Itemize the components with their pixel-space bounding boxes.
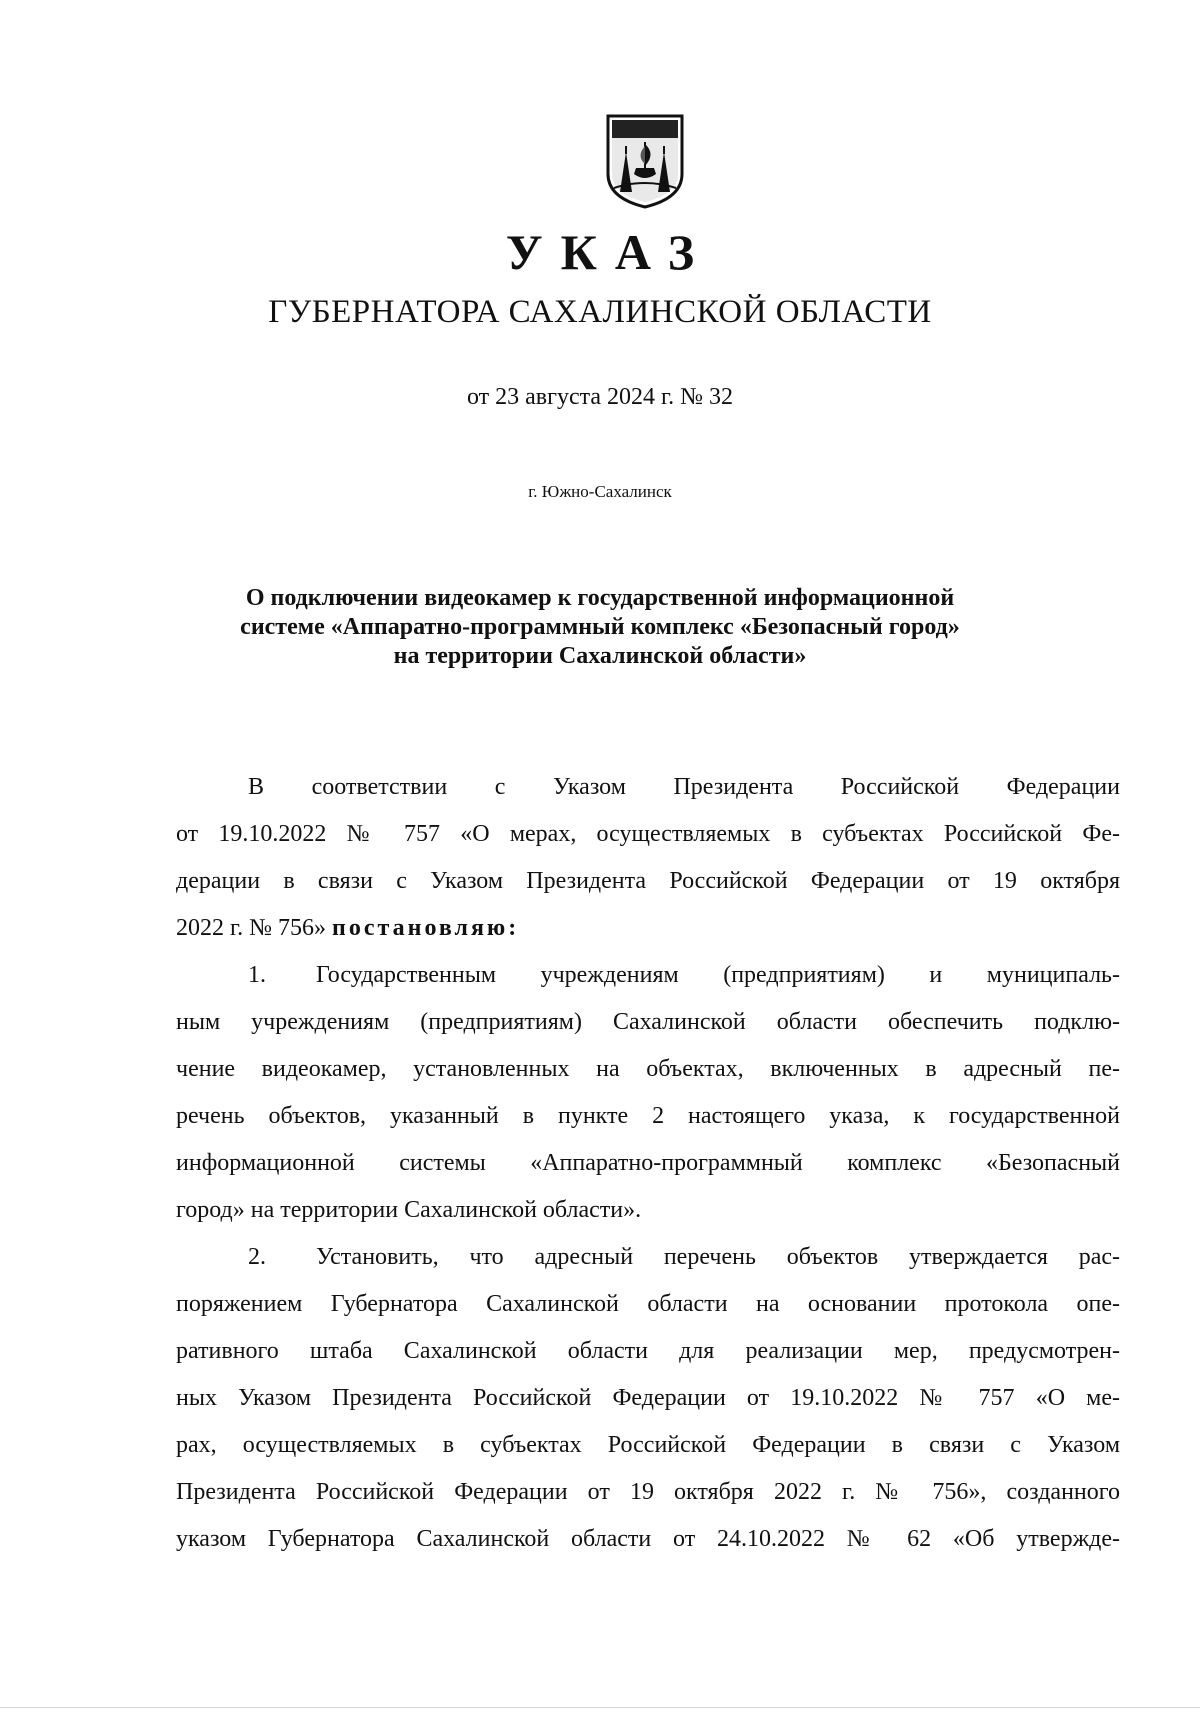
document-body xyxy=(176,764,1120,1563)
decision-word: постановляю: xyxy=(332,915,520,941)
item-2-paragraph xyxy=(176,1234,1120,1563)
shield-icon xyxy=(604,112,686,210)
issuer-title: ГУБЕРНАТОРА САХАЛИНСКОЙ ОБЛАСТИ xyxy=(268,294,932,330)
text-line: ративного штаба Сахалинской области для реализации мер, предусмотрен- xyxy=(176,1338,1120,1364)
document-city: г. Южно-Сахалинск xyxy=(528,482,672,501)
text-line: информационной системы «Аппаратно-программный комплекс «Безопасный xyxy=(176,1150,1120,1176)
coat-of-arms-emblem xyxy=(604,112,686,210)
text-line: 1. Государственным учреждениям (предприятиям) и муниципаль- xyxy=(176,952,1120,999)
text-line: от 19.10.2022 № 757 «О мерах, осуществляемых в субъектах Российской Фе- xyxy=(176,821,1120,847)
text-line: поряжением Губернатора Сахалинской области на основании протокола опе- xyxy=(176,1291,1120,1317)
preamble-paragraph xyxy=(176,764,1120,952)
text-line: Президента Российской Федерации от 19 октября 2022 г. № 756», созданного xyxy=(176,1479,1120,1505)
text-line: указом Губернатора Сахалинской области от 24.10.2022 № 62 «Об утвержде- xyxy=(176,1526,1120,1552)
text-line: рах, осуществляемых в субъектах Российской Федерации в связи с Указом xyxy=(176,1432,1120,1458)
item-number: 1. xyxy=(248,962,266,988)
document-date-number: от 23 августа 2024 г. № 32 xyxy=(466,384,734,410)
document-heading-line: системе «Аппаратно-программный комплекс «Безопасный город» xyxy=(240,614,960,640)
item-1-paragraph xyxy=(176,952,1120,1234)
document-heading-line: на территории Сахалинской области» xyxy=(393,643,807,669)
text-line: ных Указом Президента Российской Федерации от 19.10.2022 № 757 «О ме- xyxy=(176,1385,1120,1411)
text-line: чение видеокамер, установленных на объектах, включенных в адресный пе- xyxy=(176,1056,1120,1082)
document-heading-line: О подключении видеокамер к государственной информационной xyxy=(245,585,955,611)
text-line: дерации в связи с Указом Президента Российской Федерации от 19 октября xyxy=(176,868,1120,894)
document-heading xyxy=(0,584,1200,671)
document-type-title: УКАЗ xyxy=(505,224,713,280)
text-line: речень объектов, указанный в пункте 2 настоящего указа, к государственной xyxy=(176,1103,1120,1129)
text-line: В соответствии с Указом Президента Российской Федерации xyxy=(248,774,1120,800)
text-line: город» на территории Сахалинской области». xyxy=(176,1197,642,1223)
text-line: 2. Установить, что адресный перечень объектов утверждается рас- xyxy=(176,1234,1120,1281)
item-number: 2. xyxy=(248,1244,266,1270)
scan-edge-divider xyxy=(0,1707,1200,1708)
preamble-last-line: 2022 г. № 756» xyxy=(176,915,327,941)
text-line xyxy=(176,905,1120,952)
text-line: ным учреждениям (предприятиям) Сахалинской области обеспечить подклю- xyxy=(176,1009,1120,1035)
